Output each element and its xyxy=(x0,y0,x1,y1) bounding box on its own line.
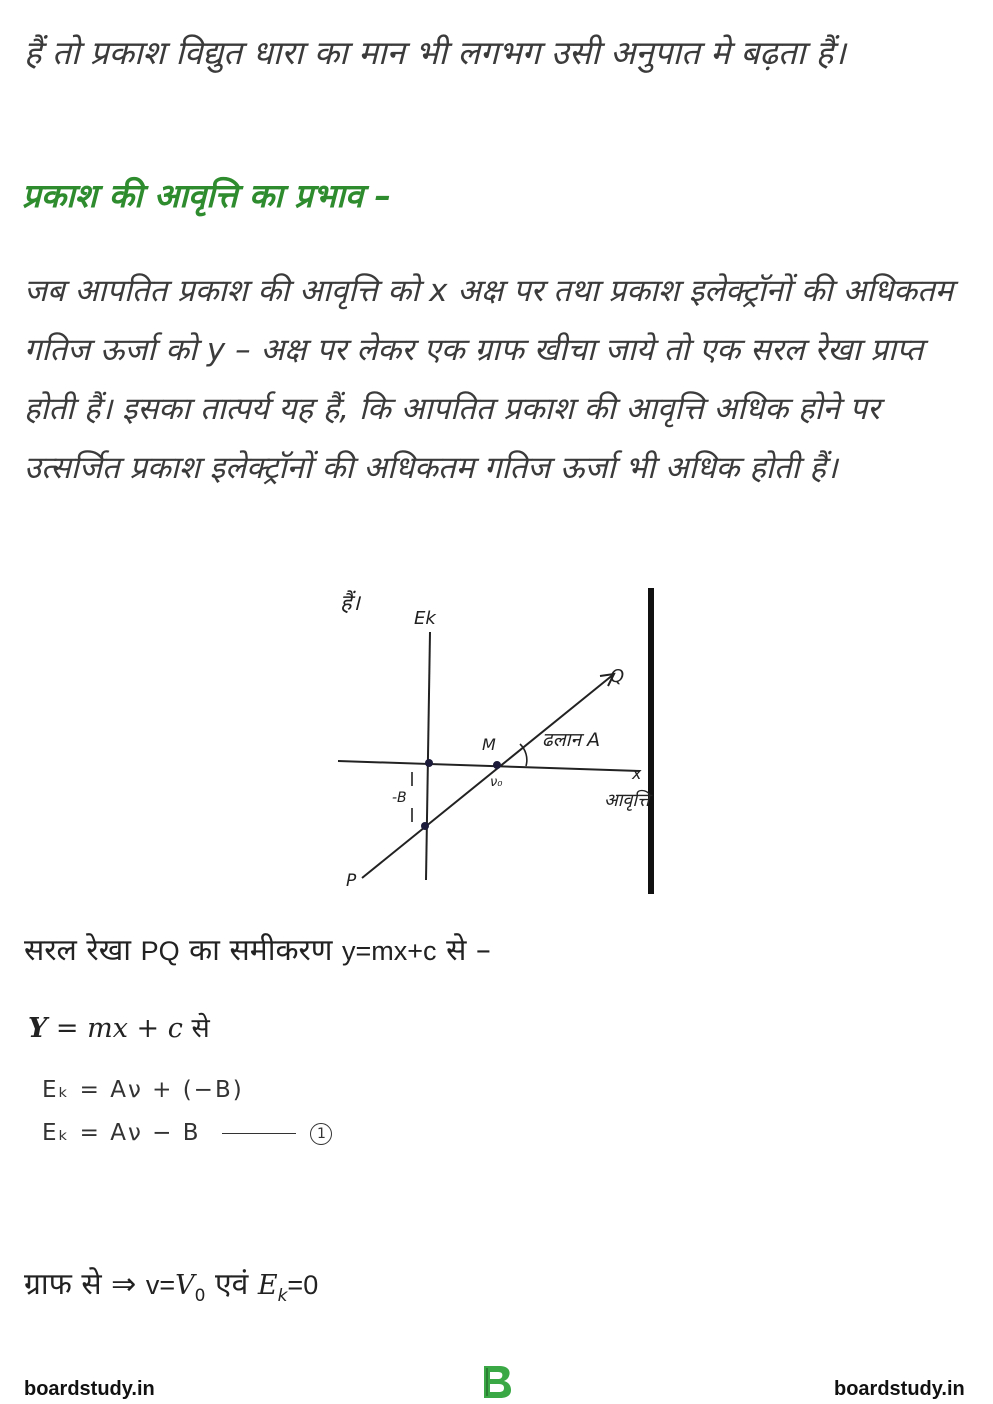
point-p-label: P xyxy=(346,871,357,891)
graph-and: एवं xyxy=(215,1267,249,1302)
handwritten-equation-1: Eₖ = Aν + (−B) xyxy=(42,1077,244,1103)
x-axis-label: x xyxy=(632,764,642,783)
graph-e-symbol: E xyxy=(257,1270,278,1301)
line-equation-text xyxy=(24,928,491,969)
line-eq-suffix: से – xyxy=(446,933,491,968)
graph-e-sub: k xyxy=(277,1286,288,1306)
math-mx: mx xyxy=(87,1013,128,1044)
graph-v-eq: v= xyxy=(145,1270,176,1300)
origin-point xyxy=(425,759,433,767)
handwritten-equation-2-text: Eₖ = Aν − B xyxy=(42,1120,201,1146)
math-se: से xyxy=(191,1013,210,1044)
math-y-symbol: Y xyxy=(28,1013,48,1044)
math-equation xyxy=(28,1008,210,1045)
line-name: PQ xyxy=(140,936,180,966)
point-m-label: M xyxy=(482,735,496,754)
line-eq-middle: का समीकरण xyxy=(189,933,333,968)
intercept-point xyxy=(421,822,429,830)
section-heading: प्रकाश की आवृत्ति का प्रभाव – xyxy=(22,176,392,215)
line-eq-formula: y=mx+c xyxy=(342,936,437,966)
graph-conclusion xyxy=(24,1262,318,1306)
graph-eq0: =0 xyxy=(287,1270,319,1300)
footer-site-right[interactable]: boardstudy.in xyxy=(834,1378,965,1400)
intro-paragraph: हैं तो प्रकाश विद्युत धारा का मान भी लगभग उसी अनुपात मे बढ़ता हैं। xyxy=(24,33,846,72)
line-eq-prefix: सरल रेखा xyxy=(24,933,132,968)
graph-v-sub: 0 xyxy=(194,1286,206,1306)
threshold-label: ν₀ xyxy=(490,775,503,790)
footer-site-left[interactable]: boardstudy.in xyxy=(24,1378,155,1400)
graph-prefix: ग्राफ से ⇒ xyxy=(24,1267,137,1302)
energy-frequency-graph xyxy=(332,580,662,900)
x-axis-name: आवृत्ति xyxy=(604,790,650,811)
equation-dash xyxy=(222,1133,296,1134)
body-paragraph: जब आपतित प्रकाश की आवृत्ति को x अक्ष पर तथा प्रकाश इलेक्ट्रॉनों की अधिकतम गतिज ऊर्जा को y – अक्ष पर लेकर एक ग्राफ खीचा जाये तो एक सरल रेखा प्राप्त होती हैं। इसका तात्पर्य यह हैं, कि आपतित प्रकाश की आवृत्ति अधिक होने पर उत्सर्जित प्रकाश इलेक्ट्रॉनों की अधिकतम गतिज ऊर्जा भी अधिक होती हैं। xyxy=(24,273,954,486)
slope-label: ढलान A xyxy=(542,729,601,751)
equation-number: 1 xyxy=(310,1123,332,1145)
right-border-line xyxy=(648,588,654,894)
graph-background xyxy=(332,580,662,900)
math-c: c xyxy=(167,1013,183,1044)
point-q-label: Q xyxy=(610,666,625,687)
math-plus: + xyxy=(136,1013,160,1044)
boardstudy-logo xyxy=(481,1364,513,1400)
threshold-point xyxy=(493,761,501,769)
logo-icon xyxy=(481,1364,513,1400)
y-axis-label: Ek xyxy=(414,608,436,629)
corner-text: हैं। xyxy=(340,591,361,616)
math-equals: = xyxy=(55,1013,79,1044)
intercept-label: -B xyxy=(392,790,407,806)
graph-svg xyxy=(332,580,662,900)
handwritten-equation-2 xyxy=(42,1120,332,1146)
graph-v-symbol: V xyxy=(175,1270,195,1301)
